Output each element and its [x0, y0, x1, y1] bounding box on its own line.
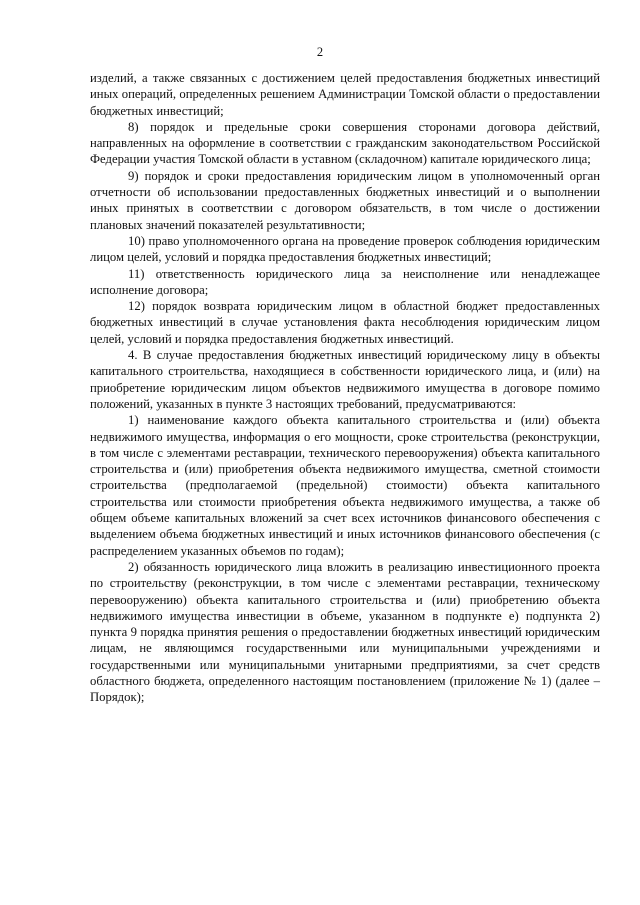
paragraph-subitem-1: 1) наименование каждого объекта капитального строительства и (или) объекта недвижимого имущества, информация о его мощности, сроке строительства (реконструкции, в том числе с элементами реставрации, технического перевооружения) объекта капитального строительства и (или) приобретения объекта недвижимого имущества, сметной стоимости строительства (предполагаемой (предельной) стоимости) объекта капитального строительства или стоимости приобретения объекта недвижимого имущества, а также об общем объеме капитальных вложений за счет всех источников финансового обеспечения с выделением объема бюджетных инвестиций и иных источников финансового обеспечения (с распределением указанных объемов по годам);	[90, 413, 600, 558]
paragraph-item-8: 8) порядок и предельные сроки совершения сторонами договора действий, направленных на оформление в соответствии с гражданским законодательством Российской Федерации участия Томской области в уставном (складочном) капитале юридического лица;	[90, 119, 600, 167]
page-number: 2	[316, 45, 324, 59]
paragraph-item-11: 11) ответственность юридического лица за неисполнение или ненадлежащее исполнение договора;	[90, 266, 600, 297]
paragraph-continuation: изделий, а также связанных с достижением целей предоставления бюджетных инвестиций иных операций, определенных решением Администрации Томской области о предоставлении бюджетных инвестиций;	[90, 71, 600, 118]
paragraph-section-4: 4. В случае предоставления бюджетных инвестиций юридическому лицу в объекты капитального строительства, находящиеся в собственности юридического лица, и (или) на приобретение юридическим лицом объектов недвижимого имущества в договоре помимо положений, указанных в пункте 3 настоящих требований, предусматриваются:	[90, 348, 600, 411]
paragraph-item-12: 12) порядок возврата юридическим лицом в областной бюджет предоставленных бюджетных инвестиций в случае установления факта несоблюдения юридическим лицом целей, условий и порядка предоставления бюджетных инвестиций.	[90, 299, 600, 346]
paragraph-item-10: 10) право уполномоченного органа на проведение проверок соблюдения юридическим лицом целей, условий и порядка предоставления бюджетных инвестиций;	[90, 233, 600, 265]
document-body	[90, 70, 600, 706]
paragraph-subitem-2: 2) обязанность юридического лица вложить в реализацию инвестиционного проекта по строительству (реконструкции, в том числе с элементами реставрации, техническому перевооружению) объекта капитального строительства и (или) приобретению объекта недвижимого имущества инвестиции в объеме, указанном в подпункте е) подпункта 2) пункта 9 порядка принятия решения о предоставлении бюджетных инвестиций юридическим лицам, не являющимся государственными или муниципальными учреждениями и государственными или муниципальными унитарными предприятиями, за счет средств областного бюджета, определенного настоящим постановлением (приложение № 1) (далее – Порядок);	[90, 559, 600, 705]
paragraph-item-9: 9) порядок и сроки предоставления юридическим лицом в уполномоченный орган отчетности об использовании предоставленных бюджетных инвестиций и о выполнении иных принятых в соответствии с договором обязательств, в том числе о достижении плановых значений показателей результативности;	[90, 168, 600, 232]
